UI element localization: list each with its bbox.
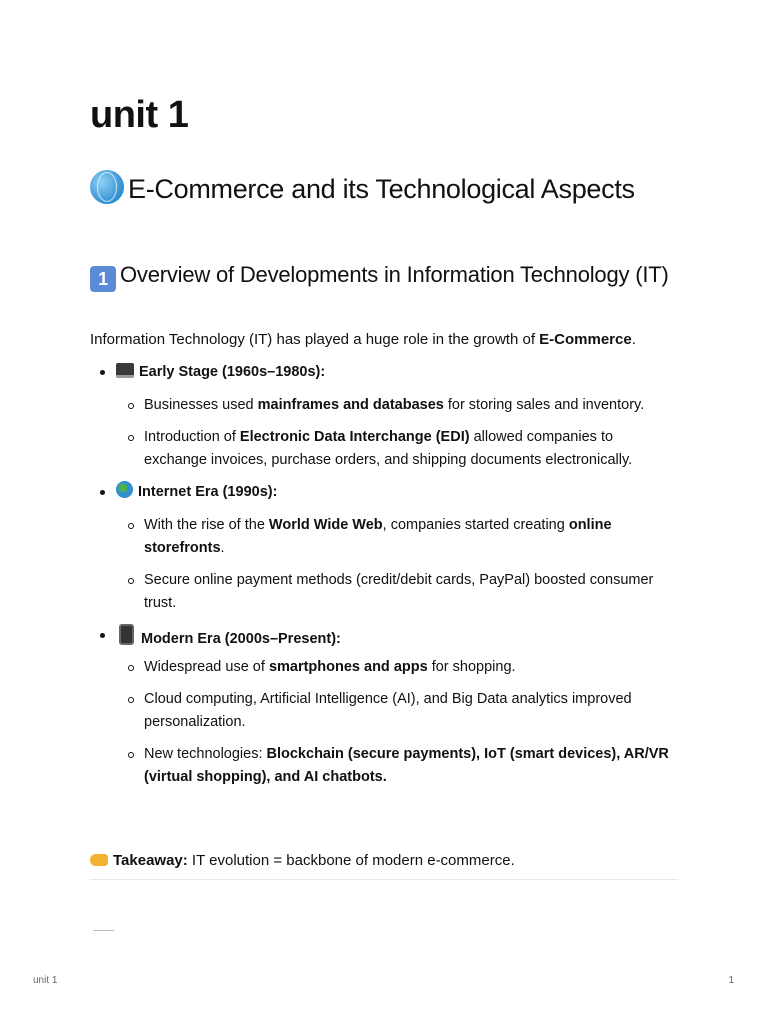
subsection-heading-text: Overview of Developments in Information Technology (IT) [120, 262, 669, 287]
point-bold: smartphones and apps [268, 659, 428, 675]
era-heading [116, 361, 678, 383]
era-list [90, 361, 678, 789]
takeaway-text: IT evolution = backbone of modern e-commerce. [187, 852, 515, 869]
era-title: Modern Era (2000s–Present): [141, 631, 341, 647]
list-item [90, 481, 678, 615]
divider [90, 879, 678, 880]
list-item [116, 394, 678, 417]
point-text: . [220, 540, 225, 556]
subsection-heading [90, 261, 678, 292]
page-number: 1 [728, 975, 734, 986]
intro-bold: E-Commerce [539, 331, 632, 348]
point-text: Widespread use of [144, 659, 269, 675]
page-title: unit 1 [90, 94, 189, 136]
point-text: Cloud computing, Artificial Intelligence (AI), and Big Data analytics improved personalization. [144, 691, 632, 730]
list-item [116, 514, 678, 560]
footer-title: unit 1 [33, 975, 58, 986]
intro-end: . [631, 331, 636, 348]
mobile-phone-icon [119, 624, 134, 645]
point-bold: World Wide Web [268, 517, 383, 533]
list-item [116, 656, 678, 679]
bullet-icon [100, 370, 105, 375]
point-bold: Electronic Data Interchange (EDI) [239, 429, 470, 445]
era-title: Early Stage (1960s–1980s): [139, 364, 326, 380]
short-divider [93, 930, 114, 931]
takeaway-line [90, 850, 515, 871]
point-bold: mainframes and databases [257, 397, 444, 413]
list-item [116, 688, 678, 734]
point-text: for shopping. [427, 659, 516, 675]
circle-bullet-icon [128, 578, 134, 584]
earth-icon [116, 481, 133, 498]
keycap-one-icon: 1 [90, 266, 116, 292]
point-text: With the rise of the [144, 517, 269, 533]
list-item [90, 624, 678, 789]
point-text: for storing sales and inventory. [443, 397, 645, 413]
sub-list [116, 514, 678, 615]
era-title: Internet Era (1990s): [138, 484, 278, 500]
point-text: Secure online payment methods (credit/debit cards, PayPal) boosted consumer trust. [144, 572, 654, 611]
era-heading [116, 624, 678, 646]
globe-icon [90, 170, 124, 204]
list-item [90, 361, 678, 472]
takeaway-label: Takeaway: [113, 852, 188, 869]
era-heading [116, 481, 678, 503]
sub-list [116, 394, 678, 472]
laptop-icon [116, 363, 134, 378]
list-item [116, 569, 678, 615]
circle-bullet-icon [128, 752, 134, 758]
circle-bullet-icon [128, 403, 134, 409]
list-item [116, 743, 678, 789]
point-text: , companies started creating [382, 517, 569, 533]
section-heading-text: E-Commerce and its Technological Aspects [128, 174, 635, 204]
bullet-icon [100, 490, 105, 495]
point-bold: online storefronts [144, 517, 612, 556]
point-text: Introduction of [144, 429, 240, 445]
section-heading [90, 170, 678, 207]
point-text: allowed companies to exchange invoices, purchase orders, and shipping documents electronically. [144, 429, 633, 468]
list-item [116, 426, 678, 472]
bullet-icon [100, 633, 105, 638]
circle-bullet-icon [128, 435, 134, 441]
circle-bullet-icon [128, 697, 134, 703]
pointing-hand-icon [90, 854, 108, 866]
intro-text: Information Technology (IT) has played a huge role in the growth of [90, 331, 540, 348]
point-text: Businesses used [144, 397, 258, 413]
sub-list [116, 656, 678, 789]
intro-paragraph [90, 329, 690, 350]
circle-bullet-icon [128, 665, 134, 671]
point-bold: Blockchain (secure payments), IoT (smart devices), AR/VR (virtual shopping), and AI chatbots. [144, 746, 669, 785]
circle-bullet-icon [128, 523, 134, 529]
point-text: New technologies: [144, 746, 267, 762]
